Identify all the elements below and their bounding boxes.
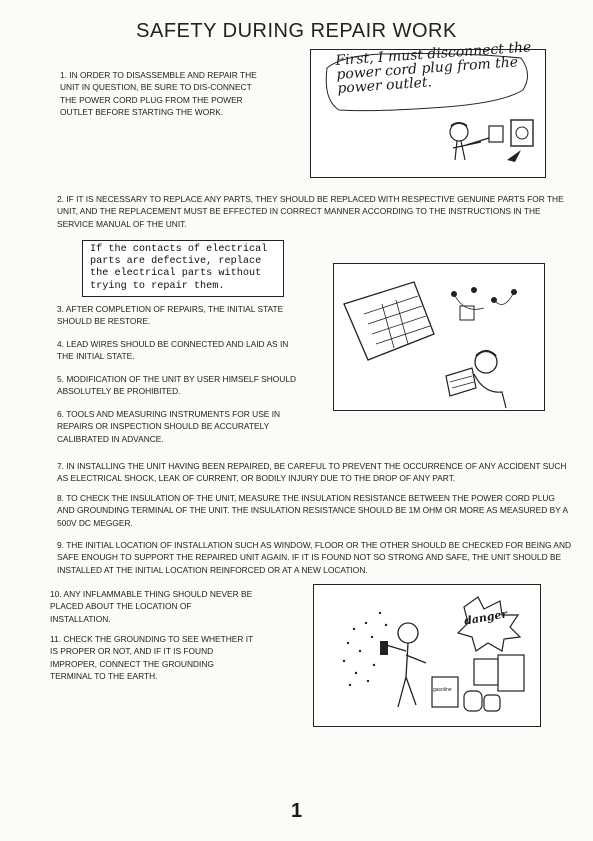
item-number: 6. xyxy=(57,409,64,419)
list-item xyxy=(57,303,307,328)
item-number: 9. xyxy=(57,540,64,550)
page-number: 1 xyxy=(290,800,303,822)
list-item xyxy=(57,338,307,363)
item-number: 11. xyxy=(50,634,62,644)
item-number: 2. xyxy=(57,194,64,204)
item-text: IF IT IS NECESSARY TO REPLACE ANY PARTS, THEY SHOULD BE REPLACED WITH RESPECTIVE GENUINE PARTS FOR THE UNIT, AND THE REPLACEMENT MUST BE EFFECTED IN CORRECT MANNER ACCORDING TO THE INSTRUCTIONS IN THE SERVICE MANUAL OF THE UNIT. xyxy=(57,194,564,229)
item-number: 8. xyxy=(57,493,64,503)
item-text: IN ORDER TO DISASSEMBLE AND REPAIR THE UNIT IN QUESTION, BE SURE TO DIS-CONNECT THE POWER CORD PLUG FROM THE POWER OUTLET BEFORE STARTING THE WORK. xyxy=(60,70,257,118)
item-text: IN INSTALLING THE UNIT HAVING BEEN REPAIRED, BE CAREFUL TO PREVENT THE OCCURRENCE OF ANY ACCIDENT SUCH AS ELECTRICAL SHOCK, LEAK OF CURRENT, OR BODILY INJURY DUE TO THE DROP OF ANY PART. xyxy=(57,461,567,484)
list-item xyxy=(57,373,307,398)
item-number: 4. xyxy=(57,339,64,349)
speech-caption: First, I must disconnect the power cord plug from the power outlet. xyxy=(334,39,532,97)
technician-unplug-drawing xyxy=(311,50,545,177)
list-item xyxy=(57,193,573,230)
caution-note: If the contacts of electrical parts are defective, replace the electrical parts without trying to repair them. xyxy=(82,240,284,297)
list-item xyxy=(57,408,307,445)
item-text: TO CHECK THE INSULATION OF THE UNIT, MEASURE THE INSULATION RESISTANCE BETWEEN THE POWER CORD PLUG AND GROUNDING TERMINAL OF THE UNIT. THE INSULATION RESISTANCE SHOULD BE 1M OHM OR MORE AS MEASURED BY A 500V DC MEGGER. xyxy=(57,493,568,528)
item-number: 10. xyxy=(50,589,62,599)
item-number: 3. xyxy=(57,304,64,314)
item-text: TOOLS AND MEASURING INSTRUMENTS FOR USE IN REPAIRS OR INSPECTION SHOULD BE ACCURATELY CALIBRATED IN ADVANCE. xyxy=(57,409,281,444)
item-number: 7. xyxy=(57,461,64,471)
list-item xyxy=(57,492,573,529)
item-text: ANY INFLAMMABLE THING SHOULD NEVER BE PLACED ABOUT THE LOCATION OF INSTALLATION. xyxy=(50,589,253,624)
item-text: THE INITIAL LOCATION OF INSTALLATION SUCH AS WINDOW, FLOOR OR THE OTHER SHOULD BE CHECKED FOR BEING AND SAFE ENOUGH TO SUPPORT THE REPAIRED UNIT AGAIN. IF IT IS FOUND NOT SO STRONG AND SAFE, THE UNIT SHOULD BE INSTALLED AT THE INITIAL LOCATION REINFORCED OR AT A NEW LOCATION. xyxy=(57,540,572,575)
item-text: AFTER COMPLETION OF REPAIRS, THE INITIAL STATE SHOULD BE RESTORE. xyxy=(57,304,284,327)
page-title: SAFETY DURING REPAIR WORK xyxy=(136,20,457,42)
danger-label: danger xyxy=(463,607,509,628)
illustration-manual xyxy=(333,263,545,411)
illustration-unplug xyxy=(310,39,546,178)
list-item xyxy=(57,460,573,485)
item-number: 5. xyxy=(57,374,64,384)
illustration-danger xyxy=(313,584,541,727)
item-number: 1. xyxy=(60,70,67,80)
flammable-danger-drawing xyxy=(314,585,540,726)
item-text: MODIFICATION OF THE UNIT BY USER HIMSELF SHOULD ABSOLUTELY BE PROHIBITED. xyxy=(57,374,297,397)
list-item xyxy=(50,633,254,683)
list-item xyxy=(57,539,573,576)
list-item xyxy=(50,588,254,625)
item-text: CHECK THE GROUNDING TO SEE WHETHER IT IS PROPER OR NOT, AND IF IT IS FOUND IMPROPER, CONNECT THE GROUNDING TERMINAL TO THE EARTH. xyxy=(50,634,254,682)
gasoline-label: gasoline xyxy=(433,687,452,693)
technician-reading-manual-drawing xyxy=(334,264,544,410)
list-item xyxy=(60,69,260,119)
item-text: LEAD WIRES SHOULD BE CONNECTED AND LAID AS IN THE INITIAL STATE. xyxy=(57,339,289,362)
